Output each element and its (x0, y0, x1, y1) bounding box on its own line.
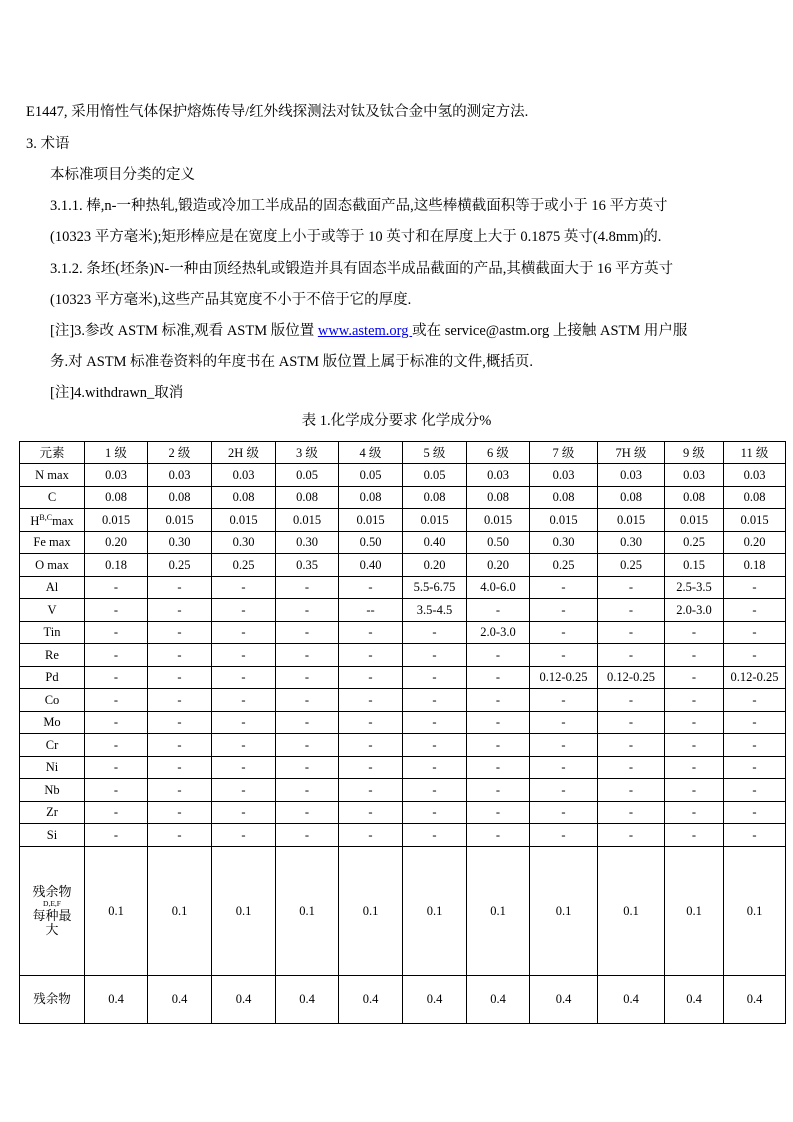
header-grade: 7H 级 (598, 442, 665, 464)
table-cell: - (85, 644, 148, 667)
table-cell: - (530, 621, 598, 644)
table-cell: 0.1 (276, 846, 339, 975)
row-label: N max (20, 464, 85, 487)
header-grade: 3 级 (276, 442, 339, 464)
table-cell: - (85, 599, 148, 622)
row-label: Mo (20, 711, 85, 734)
table-cell: - (665, 711, 724, 734)
table-cell: - (276, 734, 339, 757)
table-cell: - (339, 621, 403, 644)
table-row (20, 464, 786, 487)
table-cell: 0.1 (598, 846, 665, 975)
h-label-tail: max (52, 514, 74, 529)
table-cell: - (276, 801, 339, 824)
table-cell: - (212, 689, 276, 712)
table-cell: 0.4 (530, 975, 598, 1023)
table-cell: - (724, 756, 786, 779)
table-cell: - (598, 576, 665, 599)
paragraph-3-1-2: 3.1.2. 条坯(坯条)N-一种由顶经热轧或锻造并具有固态半成品截面的产品,其横截面大于 16 平方英寸 (50, 261, 674, 277)
table-cell: - (85, 824, 148, 847)
row-label: V (20, 599, 85, 622)
table-row (20, 666, 786, 689)
table-cell: - (403, 801, 467, 824)
table-cell: - (339, 824, 403, 847)
table-cell: 0.4 (403, 975, 467, 1023)
row-label: Zr (20, 801, 85, 824)
table-cell: 0.30 (598, 531, 665, 554)
table-cell: - (212, 756, 276, 779)
table-cell: - (403, 666, 467, 689)
table-cell: 0.08 (212, 486, 276, 509)
row-label: Pd (20, 666, 85, 689)
table-cell: 0.12-0.25 (530, 666, 598, 689)
table-cell: - (467, 756, 530, 779)
paragraph-3-1-1: 3.1.1. 棒,n-一种热轧,锻造或冷加工半成品的固态截面产品,这些棒横截面积等于或小于 16 平方英寸 (50, 198, 668, 214)
table-cell: - (339, 779, 403, 802)
table-cell: - (530, 711, 598, 734)
table-row (20, 734, 786, 757)
table-cell: 3.5-4.5 (403, 599, 467, 622)
header-grade: 7 级 (530, 442, 598, 464)
table-cell: 0.1 (339, 846, 403, 975)
table-cell: 0.15 (665, 554, 724, 577)
table-cell: 0.20 (724, 531, 786, 554)
table-cell: 0.50 (467, 531, 530, 554)
row-label-residual-each (20, 846, 85, 975)
table-cell: - (598, 824, 665, 847)
table-cell: - (467, 711, 530, 734)
table-caption: 表 1.化学成分要求 化学成分% (301, 413, 492, 429)
table-row-residual-each (20, 846, 786, 975)
table-cell: - (724, 734, 786, 757)
table-row (20, 779, 786, 802)
table-row (20, 531, 786, 554)
table-cell: - (212, 711, 276, 734)
header-grade: 4 级 (339, 442, 403, 464)
table-cell: - (598, 779, 665, 802)
table-cell: - (598, 711, 665, 734)
table-cell: - (276, 779, 339, 802)
table-cell: 0.015 (530, 509, 598, 532)
table-row (20, 689, 786, 712)
table-cell: 0.08 (665, 486, 724, 509)
table-cell: 0.4 (665, 975, 724, 1023)
table-cell: - (148, 711, 212, 734)
table-cell: - (148, 824, 212, 847)
table-cell: - (212, 666, 276, 689)
table-cell: - (530, 801, 598, 824)
table-cell: - (403, 824, 467, 847)
table-cell: 0.25 (598, 554, 665, 577)
table-cell: - (530, 576, 598, 599)
table-cell: - (212, 644, 276, 667)
table-row-residual-total (20, 975, 786, 1023)
table-cell: 0.4 (467, 975, 530, 1023)
table-cell: 0.015 (665, 509, 724, 532)
table-cell: - (276, 824, 339, 847)
table-cell: - (724, 599, 786, 622)
table-cell: 0.4 (724, 975, 786, 1023)
table-cell: 0.30 (276, 531, 339, 554)
table-row (20, 824, 786, 847)
row-label (20, 509, 85, 532)
table-cell: 0.05 (276, 464, 339, 487)
table-cell: - (212, 734, 276, 757)
table-cell: - (276, 599, 339, 622)
table-cell: - (339, 689, 403, 712)
chemical-composition-table (19, 441, 786, 1024)
table-cell: 0.50 (339, 531, 403, 554)
table-cell: - (403, 689, 467, 712)
table-cell: 0.1 (148, 846, 212, 975)
table-cell: - (403, 711, 467, 734)
table-cell: - (212, 801, 276, 824)
table-cell: - (85, 689, 148, 712)
table-cell: - (403, 734, 467, 757)
table-cell: 0.015 (467, 509, 530, 532)
table-cell: - (665, 621, 724, 644)
table-cell: 0.12-0.25 (724, 666, 786, 689)
table-cell: - (212, 779, 276, 802)
table-cell: - (339, 666, 403, 689)
table-cell: - (467, 779, 530, 802)
table-cell: 0.40 (403, 531, 467, 554)
table-cell: 0.015 (276, 509, 339, 532)
table-cell: - (85, 576, 148, 599)
table-cell: - (598, 689, 665, 712)
table-cell: - (212, 824, 276, 847)
table-cell: 0.1 (467, 846, 530, 975)
table-cell: 0.03 (212, 464, 276, 487)
table-cell: - (403, 756, 467, 779)
table-cell: - (148, 576, 212, 599)
table-row (20, 576, 786, 599)
table-cell: - (467, 801, 530, 824)
note-3-cont: 务.对 ASTM 标准卷资料的年度书在 ASTM 版位置上属于标准的文件,概括页. (50, 354, 533, 370)
table-cell: - (212, 621, 276, 644)
header-element: 元素 (20, 442, 85, 464)
table-cell: - (724, 689, 786, 712)
table-cell: 0.4 (276, 975, 339, 1023)
table-cell: - (276, 576, 339, 599)
table-cell: 0.05 (403, 464, 467, 487)
table-row (20, 711, 786, 734)
table-cell: 4.0-6.0 (467, 576, 530, 599)
table-cell: 2.5-3.5 (665, 576, 724, 599)
table-cell: - (724, 779, 786, 802)
table-cell: 0.30 (212, 531, 276, 554)
paragraph-3-1-2-cont: (10323 平方毫米),这些产品其宽度不小于不倍于它的厚度. (50, 292, 412, 308)
table-cell: 0.1 (724, 846, 786, 975)
table-cell: - (339, 756, 403, 779)
note-3-text-post: 或在 service@astm.org 上接触 ASTM 用户服 (412, 323, 688, 339)
table-cell: 0.4 (339, 975, 403, 1023)
note-3-text-pre: [注]3.参改 ASTM 标准,观看 ASTM 版位置 (50, 323, 318, 339)
table-cell: - (467, 666, 530, 689)
row-label: O max (20, 554, 85, 577)
table-cell: 0.20 (467, 554, 530, 577)
table-cell: - (724, 621, 786, 644)
header-grade: 6 级 (467, 442, 530, 464)
table-cell: - (148, 599, 212, 622)
table-cell: - (724, 576, 786, 599)
header-grade: 2 级 (148, 442, 212, 464)
table-cell: - (530, 599, 598, 622)
table-cell: - (148, 644, 212, 667)
table-row (20, 486, 786, 509)
table-cell: - (403, 644, 467, 667)
table-cell: - (148, 801, 212, 824)
table-cell: 0.25 (148, 554, 212, 577)
table-cell: - (85, 621, 148, 644)
row-label: Si (20, 824, 85, 847)
table-cell: 0.08 (85, 486, 148, 509)
table-cell: - (724, 711, 786, 734)
table-cell: - (467, 824, 530, 847)
table-cell: - (403, 621, 467, 644)
table-cell: - (148, 756, 212, 779)
table-cell: 0.03 (665, 464, 724, 487)
table-cell: - (598, 756, 665, 779)
table-cell: - (276, 621, 339, 644)
table-cell: - (530, 779, 598, 802)
table-row (20, 801, 786, 824)
note-4: [注]4.withdrawn_取消 (50, 385, 184, 401)
header-grade: 1 级 (85, 442, 148, 464)
table-cell: - (212, 576, 276, 599)
table-cell: - (467, 644, 530, 667)
table-cell: - (85, 666, 148, 689)
header-grade: 2H 级 (212, 442, 276, 464)
table-cell: -- (339, 599, 403, 622)
table-cell: 0.015 (85, 509, 148, 532)
table-cell: 0.1 (85, 846, 148, 975)
table-row (20, 644, 786, 667)
table-cell: 0.08 (598, 486, 665, 509)
table-cell: - (339, 576, 403, 599)
table-cell: - (276, 689, 339, 712)
row-label: Ni (20, 756, 85, 779)
table-cell: - (339, 711, 403, 734)
table-cell: - (148, 689, 212, 712)
table-row (20, 509, 786, 532)
row-label: Co (20, 689, 85, 712)
table-row (20, 621, 786, 644)
table-cell: - (530, 734, 598, 757)
note-3 (50, 322, 687, 340)
table-cell: 0.18 (724, 554, 786, 577)
table-cell: - (530, 689, 598, 712)
table-cell: - (665, 756, 724, 779)
table-cell: 0.20 (85, 531, 148, 554)
table-cell: 0.4 (598, 975, 665, 1023)
table-cell: - (339, 734, 403, 757)
table-cell: 0.30 (148, 531, 212, 554)
table-cell: - (665, 689, 724, 712)
table-cell: 0.015 (724, 509, 786, 532)
table-cell: - (598, 599, 665, 622)
table-cell: - (276, 711, 339, 734)
row-label: Tin (20, 621, 85, 644)
table-cell: 0.03 (598, 464, 665, 487)
table-cell: 0.03 (530, 464, 598, 487)
table-cell: - (276, 756, 339, 779)
table-row (20, 599, 786, 622)
table-cell: 0.40 (339, 554, 403, 577)
table-cell: - (724, 824, 786, 847)
residual-label-top: 残余物 (32, 883, 72, 899)
table-cell: 0.30 (530, 531, 598, 554)
table-cell: - (148, 666, 212, 689)
residual-label-mid: 每种最 (32, 907, 72, 923)
table-cell: 0.03 (724, 464, 786, 487)
table-cell: - (148, 621, 212, 644)
table-cell: 0.1 (212, 846, 276, 975)
table-cell: - (665, 824, 724, 847)
table-cell: 5.5-6.75 (403, 576, 467, 599)
table-row (20, 756, 786, 779)
row-label: Nb (20, 779, 85, 802)
table-cell: - (85, 711, 148, 734)
table-cell: 0.1 (665, 846, 724, 975)
row-label: C (20, 486, 85, 509)
table-cell: 0.4 (85, 975, 148, 1023)
h-label-main: H (30, 514, 40, 529)
header-grade: 5 级 (403, 442, 467, 464)
table-cell: 0.4 (212, 975, 276, 1023)
table-cell: - (530, 756, 598, 779)
table-cell: 0.4 (148, 975, 212, 1023)
residual-label-bot: 大 (45, 921, 59, 937)
table-cell: - (276, 666, 339, 689)
table-cell: - (665, 666, 724, 689)
table-cell: - (598, 734, 665, 757)
row-label: Cr (20, 734, 85, 757)
table-cell: - (665, 644, 724, 667)
table-cell: - (665, 801, 724, 824)
table-cell: 0.12-0.25 (598, 666, 665, 689)
table-cell: - (665, 779, 724, 802)
table-cell: 0.015 (148, 509, 212, 532)
table-cell: - (598, 801, 665, 824)
table-cell: - (598, 621, 665, 644)
row-label: Fe max (20, 531, 85, 554)
table-cell: - (148, 734, 212, 757)
row-label: Re (20, 644, 85, 667)
table-cell: - (467, 599, 530, 622)
table-cell: - (467, 689, 530, 712)
table-cell: 0.015 (403, 509, 467, 532)
table-cell: - (212, 599, 276, 622)
table-cell: 0.18 (85, 554, 148, 577)
table-row (20, 554, 786, 577)
table-cell: - (724, 801, 786, 824)
residual-label-sup: D,E,F (43, 898, 61, 908)
table-cell: - (148, 779, 212, 802)
table-header-row (20, 442, 786, 464)
paragraph-definitions-intro: 本标准项目分类的定义 (50, 167, 195, 183)
table-cell: - (530, 824, 598, 847)
table-cell: - (85, 801, 148, 824)
table-cell: 0.25 (665, 531, 724, 554)
table-cell: 0.03 (148, 464, 212, 487)
table-cell: 0.015 (598, 509, 665, 532)
table-cell: 2.0-3.0 (467, 621, 530, 644)
table-cell: 0.015 (339, 509, 403, 532)
table-cell: 0.08 (148, 486, 212, 509)
table-cell: - (85, 779, 148, 802)
table-cell: 0.08 (467, 486, 530, 509)
table-cell: - (665, 734, 724, 757)
header-grade: 11 级 (724, 442, 786, 464)
h-label-sup: B,C (39, 513, 53, 523)
table-cell: - (403, 779, 467, 802)
row-label-residual-total: 残余物 (20, 975, 85, 1023)
table-cell: - (339, 801, 403, 824)
table-cell: - (85, 756, 148, 779)
table-cell: - (467, 734, 530, 757)
table-cell: 0.08 (403, 486, 467, 509)
table-cell: 0.08 (530, 486, 598, 509)
paragraph-e1447: E1447, 采用惰性气体保护熔炼传导/红外线探测法对钛及钛合金中氢的测定方法. (26, 104, 529, 120)
table-cell: 0.015 (212, 509, 276, 532)
table-cell: 0.20 (403, 554, 467, 577)
section-heading-terms: 3. 术语 (26, 136, 70, 152)
table-cell: 0.35 (276, 554, 339, 577)
table-cell: - (276, 644, 339, 667)
row-label: Al (20, 576, 85, 599)
table-cell: 0.03 (467, 464, 530, 487)
table-cell: 0.08 (724, 486, 786, 509)
table-cell: 0.08 (276, 486, 339, 509)
table-cell: 2.0-3.0 (665, 599, 724, 622)
paragraph-3-1-1-cont: (10323 平方毫米);矩形棒应是在宽度上小于或等于 10 英寸和在厚度上大于 0.1875 英寸(4.8mm)的. (50, 229, 662, 245)
table-cell: - (530, 644, 598, 667)
table-cell: 0.1 (403, 846, 467, 975)
astm-website-link[interactable]: www.astem.org (317, 323, 413, 339)
table-cell: - (598, 644, 665, 667)
table-cell: - (724, 644, 786, 667)
table-cell: 0.08 (339, 486, 403, 509)
table-cell: 0.25 (530, 554, 598, 577)
table-cell: 0.05 (339, 464, 403, 487)
header-grade: 9 级 (665, 442, 724, 464)
table-cell: - (339, 644, 403, 667)
table-cell: 0.25 (212, 554, 276, 577)
table-cell: 0.03 (85, 464, 148, 487)
table-cell: 0.1 (530, 846, 598, 975)
table-cell: - (85, 734, 148, 757)
